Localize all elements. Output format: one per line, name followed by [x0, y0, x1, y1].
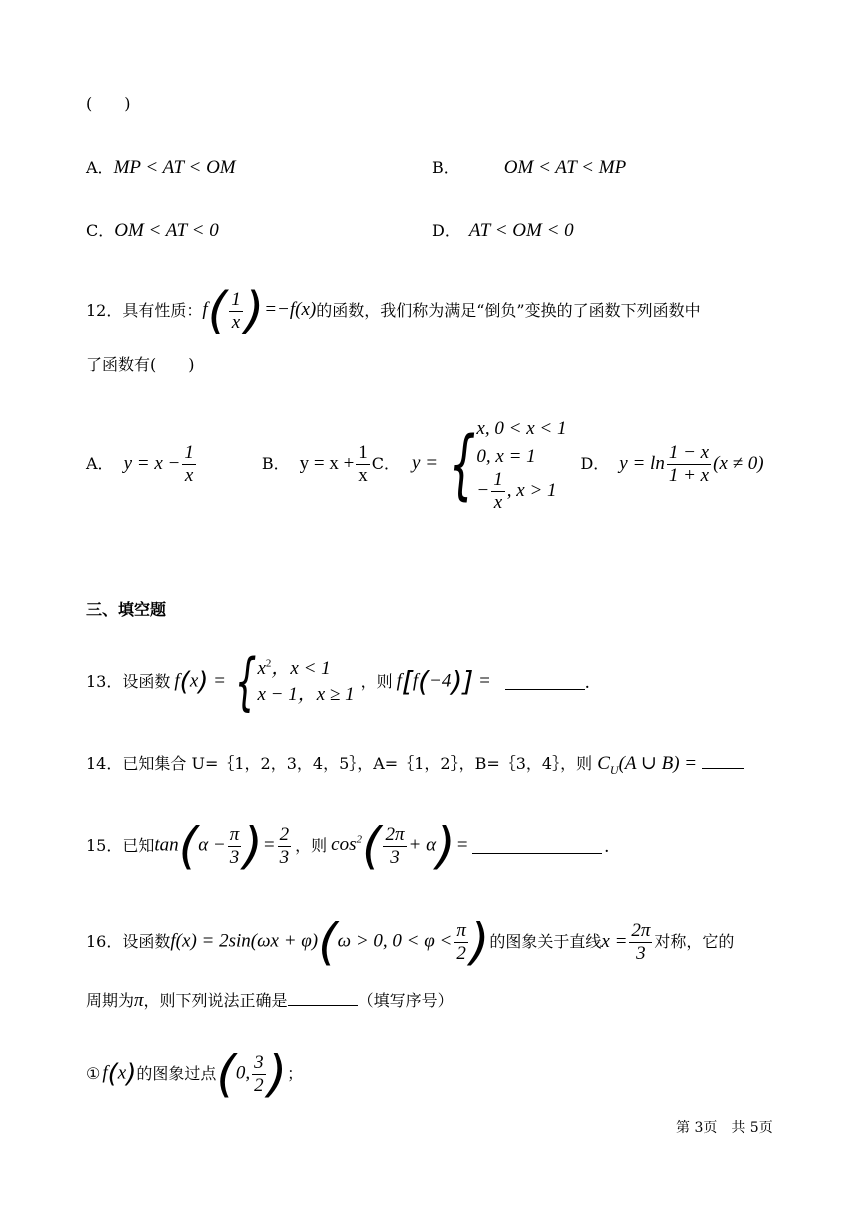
- option-c-formula: y = { x, 0 < x < 1 0, x = 1 − $\frac{1}{x}$ , x > 1: [412, 418, 567, 514]
- question-text: 的图象关于直线: [489, 932, 602, 951]
- question-text: 设函数: [122, 672, 171, 691]
- q12-stem: [86, 282, 701, 340]
- sine-function-formula: f(x) = 2sin(ωx + φ)(ω > 0, 0 < φ < $\frac{\pi}{2}$ ): [170, 913, 490, 971]
- composite-formula: f[f(−4)] =: [396, 665, 491, 698]
- option-expression: OM < AT < 0: [114, 220, 219, 241]
- option-expression: OM < AT < MP: [503, 157, 627, 178]
- question-text: 具有性质：: [122, 301, 203, 320]
- section-title: 三、填空题: [86, 600, 167, 619]
- option-letter: D．: [580, 454, 610, 473]
- q16-stem-line2: [86, 991, 454, 1010]
- inline-formula: f( $\frac{1}{x}$ )=−f(x): [202, 282, 317, 340]
- tangent-formula: tan(α − $\frac{\pi}{3}$ )= $\frac{2}{3}$: [154, 817, 290, 875]
- question-text: ，则: [360, 672, 393, 691]
- question-text: 已知: [122, 836, 155, 855]
- complement-formula: $C_U(A$ ∪ B) =: [597, 753, 698, 777]
- option-expression: MP < AT < OM: [113, 157, 236, 178]
- q13: [86, 645, 590, 718]
- piecewise-formula: f(x) = { $x^2$，x < 1 x − 1，x ≥ 1: [174, 645, 355, 718]
- question-text: 的函数，我们称为满足“倒负”变换的了函数下列函数中: [316, 301, 701, 320]
- option-d-formula: y = ln $\frac{1 - x}{1 + x}$ (x ≠ 0): [619, 441, 764, 486]
- q11-option-a: [86, 158, 236, 177]
- q16-stem: [86, 914, 734, 970]
- period: .: [604, 835, 610, 857]
- q11-option-d: [432, 221, 574, 240]
- q12-options: [86, 407, 764, 521]
- option-expression: AT < OM < 0: [468, 220, 574, 241]
- question-number: 16．: [86, 932, 123, 951]
- question-number: 13．: [86, 672, 123, 691]
- q11-answer-paren: ( ): [86, 94, 131, 113]
- option-letter: C．: [86, 221, 115, 240]
- question-number: 14．: [86, 754, 123, 773]
- option-letter: B．: [261, 454, 290, 473]
- answer-blank[interactable]: [288, 1005, 358, 1006]
- item-text: 的图象过点: [136, 1064, 217, 1083]
- axis-line-formula: x = $\frac{2\pi}{3}$: [601, 919, 651, 964]
- question-text: 对称，它的: [654, 932, 735, 951]
- option-letter: C．: [371, 454, 401, 473]
- question-text: （填写序号）: [357, 991, 454, 1010]
- function-symbol: f(x): [102, 1059, 137, 1089]
- item-text: ；: [287, 1064, 304, 1083]
- question-text: 设函数: [122, 932, 171, 951]
- option-b-formula: y = x + $\frac{1}{x}$: [299, 441, 368, 486]
- point-formula: (0, $\frac{3}{2}$ ): [216, 1045, 288, 1103]
- q14: [86, 754, 744, 776]
- question-number: 12．: [86, 301, 123, 320]
- option-letter: B．: [432, 158, 460, 177]
- answer-blank[interactable]: [505, 689, 585, 690]
- page-number: 第 3页 共 5页: [676, 1120, 773, 1136]
- option-letter: A．: [86, 158, 114, 177]
- option-a-formula: y = x − $\frac{1}{x}$: [123, 441, 194, 486]
- question-number: 15．: [86, 836, 123, 855]
- question-text: ，则: [295, 836, 328, 855]
- q12-stem-line2: 了函数有( ): [86, 355, 195, 374]
- answer-blank[interactable]: [472, 853, 602, 854]
- question-text: ，则下列说法正确是: [143, 991, 288, 1010]
- pi-symbol: π: [134, 990, 144, 1011]
- cosine-formula: $\cos^2$( $\frac{2\pi}{3}$ + α)=: [331, 817, 469, 875]
- item-number: ①: [86, 1064, 101, 1083]
- q11-option-c: [86, 221, 219, 240]
- answer-blank[interactable]: [702, 768, 744, 769]
- q16-item-1: [86, 1046, 303, 1102]
- q15: [86, 818, 609, 874]
- question-text: 周期为: [86, 991, 135, 1010]
- q11-option-b: [432, 158, 626, 177]
- option-letter: A．: [86, 454, 114, 473]
- period: .: [584, 671, 590, 693]
- option-letter: D．: [432, 221, 461, 240]
- question-text: 已知集合 U=｛1，2，3，4，5｝，A=｛1，2｝，B=｛3，4｝，则: [122, 754, 593, 773]
